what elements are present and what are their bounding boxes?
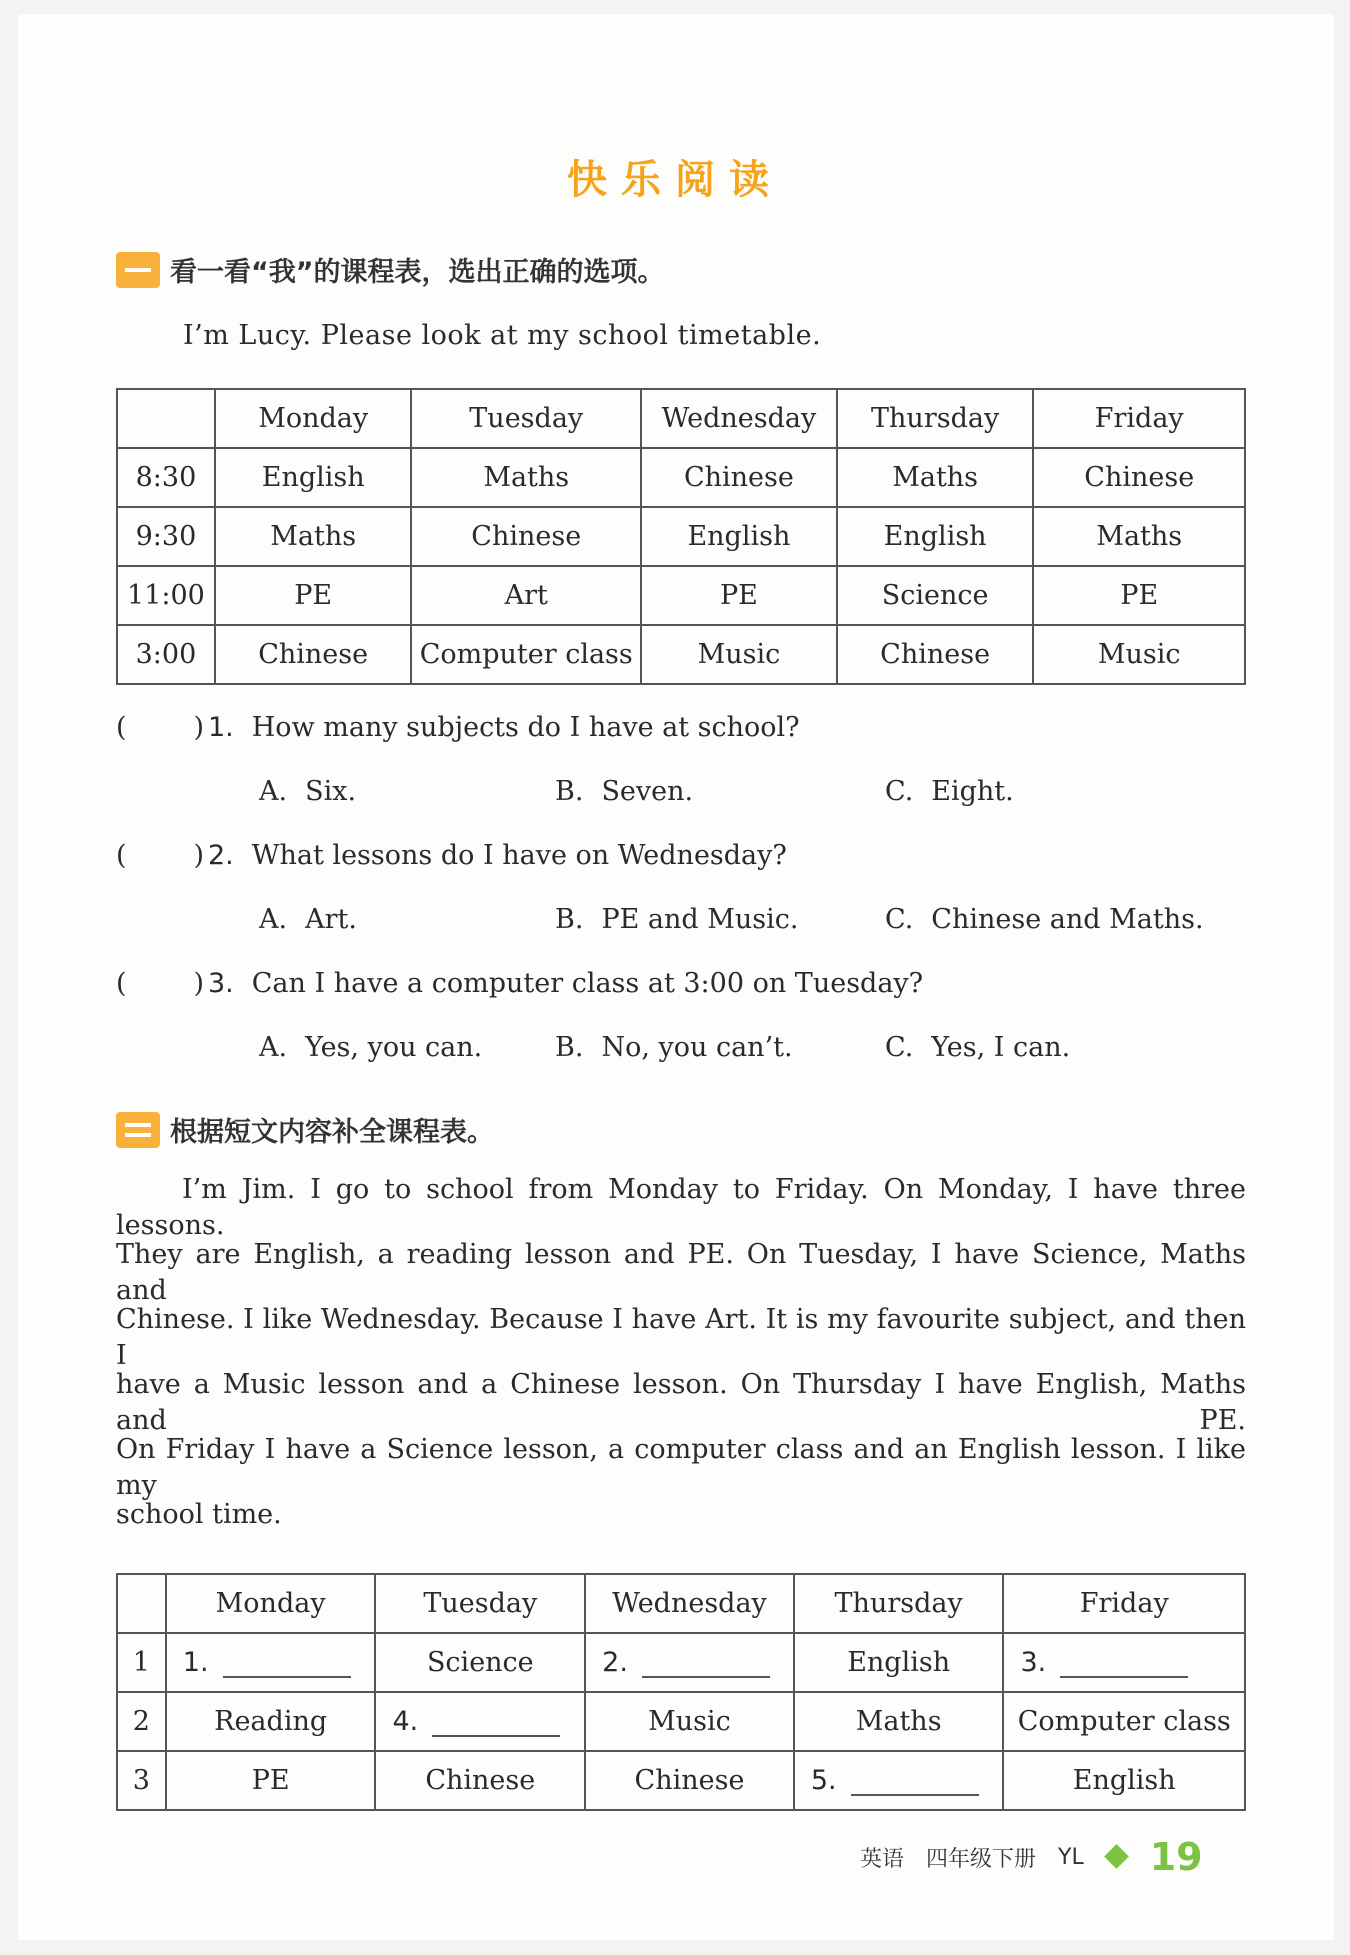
blank-number: 2. <box>602 1647 628 1678</box>
option-letter: A. <box>259 904 288 935</box>
option <box>885 776 1014 807</box>
question-text: What lessons do I have on Wednesday? <box>251 840 787 871</box>
column-header: Tuesday <box>411 389 641 448</box>
time-cell: 3:00 <box>117 625 215 684</box>
period-cell: 1 <box>117 1633 166 1692</box>
subject-cell: Maths <box>411 448 641 507</box>
page-footer <box>860 1832 1225 1882</box>
subject-cell: Science <box>375 1633 585 1692</box>
option-text: Yes, you can. <box>305 1032 483 1063</box>
jim-passage <box>116 1172 1246 1562</box>
answer-blank[interactable] <box>432 1709 560 1737</box>
period-cell: 2 <box>117 1692 166 1751</box>
section-2-badge <box>116 1112 160 1148</box>
table-row <box>117 566 1245 625</box>
blank-number: 4. <box>392 1706 419 1737</box>
question-1 <box>116 712 800 743</box>
blank-number: 1. <box>182 1647 209 1678</box>
blank-number: 5. <box>810 1765 837 1796</box>
passage-line: On Friday I have a Science lesson, a computer class and an English lesson. I like my <box>116 1434 1246 1501</box>
subject-cell: Computer class <box>1003 1692 1245 1751</box>
question-text: How many subjects do I have at school? <box>251 712 800 743</box>
column-header: Wednesday <box>641 389 837 448</box>
column-header: Thursday <box>794 1574 1004 1633</box>
subject-cell: Chinese <box>641 448 837 507</box>
option <box>885 904 1204 935</box>
option-letter: C. <box>885 776 914 807</box>
option-letter: C. <box>885 904 914 935</box>
option-letter: A. <box>259 776 288 807</box>
option-letter: C. <box>885 1032 914 1063</box>
fill-in-cell[interactable] <box>585 1633 794 1692</box>
option-text: Six. <box>305 776 357 807</box>
column-header: Monday <box>215 389 412 448</box>
option <box>555 776 693 807</box>
option-text: PE and Music. <box>601 904 799 935</box>
answer-bracket-close: ) <box>193 840 204 871</box>
subject-cell: PE <box>215 566 412 625</box>
subject-cell: Computer class <box>411 625 641 684</box>
passage-line: They are English, a reading lesson and PE. On Tuesday, I have Science, Maths and <box>116 1239 1246 1306</box>
footer-grade: 四年级下册 <box>926 1846 1037 1872</box>
option <box>555 1032 793 1063</box>
question-1-options <box>259 776 1259 812</box>
time-cell: 11:00 <box>117 566 215 625</box>
table-header-row <box>117 1574 1245 1633</box>
option <box>259 904 357 935</box>
subject-cell: Maths <box>794 1692 1004 1751</box>
subject-cell: PE <box>1033 566 1245 625</box>
subject-cell: English <box>794 1633 1004 1692</box>
section-1-badge <box>116 252 160 288</box>
passage-line: have a Music lesson and a Chinese lesson. On Thursday I have English, Maths and PE. <box>116 1369 1246 1436</box>
lucy-timetable <box>116 388 1246 685</box>
answer-bracket-close: ) <box>193 968 204 999</box>
subject-cell: PE <box>166 1751 376 1810</box>
passage-line: school time. <box>116 1499 282 1530</box>
subject-cell: Chinese <box>375 1751 585 1810</box>
column-header: Wednesday <box>585 1574 794 1633</box>
answer-blank[interactable] <box>223 1650 351 1678</box>
subject-cell: Art <box>411 566 641 625</box>
jim-timetable <box>116 1573 1246 1811</box>
clover-icon <box>1106 1846 1128 1868</box>
subject-cell: Maths <box>837 448 1034 507</box>
subject-cell: English <box>1003 1751 1245 1810</box>
table-row <box>117 625 1245 684</box>
option-text: No, you can’t. <box>601 1032 793 1063</box>
section-1-intro: I’m Lucy. Please look at my school timetable. <box>183 320 822 351</box>
time-cell: 8:30 <box>117 448 215 507</box>
period-cell: 3 <box>117 1751 166 1810</box>
blank-number: 3. <box>1020 1647 1047 1678</box>
page-title: 快乐阅读 <box>567 157 783 203</box>
column-header: Thursday <box>837 389 1034 448</box>
subject-cell: Maths <box>215 507 412 566</box>
answer-blank[interactable] <box>642 1650 770 1678</box>
subject-cell: Reading <box>166 1692 376 1751</box>
option <box>259 1032 482 1063</box>
table-row <box>117 1633 1245 1692</box>
subject-cell: English <box>837 507 1034 566</box>
question-2-options <box>259 904 1259 940</box>
table-row <box>117 1751 1245 1810</box>
subject-cell: Chinese <box>215 625 412 684</box>
footer-subject: 英语 <box>860 1846 905 1872</box>
column-header <box>117 1574 166 1633</box>
table-row <box>117 1692 1245 1751</box>
option <box>259 776 356 807</box>
answer-blank[interactable] <box>851 1768 979 1796</box>
section-1-heading <box>116 250 665 289</box>
option-text: Chinese and Maths. <box>931 904 1204 935</box>
fill-in-cell[interactable] <box>794 1751 1004 1810</box>
subject-cell: English <box>641 507 837 566</box>
section-2-heading <box>116 1110 494 1149</box>
subject-cell: Maths <box>1033 507 1245 566</box>
answer-bracket-open: ( <box>116 712 127 743</box>
subject-cell: Chinese <box>1033 448 1245 507</box>
column-header: Friday <box>1033 389 1245 448</box>
footer-edition: YL <box>1058 1844 1084 1870</box>
page-number: 19 <box>1149 1835 1203 1879</box>
question-number: 3. <box>208 968 234 999</box>
answer-bracket-open: ( <box>116 968 127 999</box>
column-header: Tuesday <box>375 1574 585 1633</box>
column-header: Monday <box>166 1574 376 1633</box>
time-cell: 9:30 <box>117 507 215 566</box>
option-letter: B. <box>555 776 584 807</box>
question-3 <box>116 968 923 999</box>
subject-cell: Chinese <box>411 507 641 566</box>
option-text: Seven. <box>601 776 694 807</box>
table-header-row <box>117 389 1245 448</box>
subject-cell: Music <box>1033 625 1245 684</box>
subject-cell: Chinese <box>837 625 1034 684</box>
fill-in-cell[interactable] <box>166 1633 376 1692</box>
section-2-title: 根据短文内容补全课程表。 <box>170 1117 494 1148</box>
fill-in-cell[interactable] <box>1003 1633 1245 1692</box>
subject-cell: PE <box>641 566 837 625</box>
question-number: 1. <box>208 712 234 743</box>
table-row <box>117 507 1245 566</box>
option-text: Eight. <box>931 776 1014 807</box>
passage-line: I’m Jim. I go to school from Monday to Friday. On Monday, I have three lessons. <box>116 1174 1246 1241</box>
option-letter: B. <box>555 1032 584 1063</box>
option <box>885 1032 1070 1063</box>
option-letter: A. <box>259 1032 288 1063</box>
answer-bracket-close: ) <box>193 712 204 743</box>
column-header <box>117 389 215 448</box>
subject-cell: Music <box>585 1692 794 1751</box>
option-letter: B. <box>555 904 584 935</box>
answer-bracket-open: ( <box>116 840 127 871</box>
question-3-options <box>259 1032 1259 1068</box>
answer-blank[interactable] <box>1060 1650 1188 1678</box>
column-header: Friday <box>1003 1574 1245 1633</box>
subject-cell: Chinese <box>585 1751 794 1810</box>
question-text: Can I have a computer class at 3:00 on Tuesday? <box>251 968 924 999</box>
question-2 <box>116 840 787 871</box>
question-number: 2. <box>208 840 234 871</box>
section-1-title: 看一看“我”的课程表，选出正确的选项。 <box>170 257 665 288</box>
option-text: Yes, I can. <box>931 1032 1071 1063</box>
fill-in-cell[interactable] <box>375 1692 585 1751</box>
passage-line: Chinese. I like Wednesday. Because I have Art. It is my favourite subject, and then I <box>116 1304 1246 1371</box>
subject-cell: Music <box>641 625 837 684</box>
option <box>555 904 798 935</box>
subject-cell: Science <box>837 566 1034 625</box>
table-row <box>117 448 1245 507</box>
option-text: Art. <box>305 904 357 935</box>
subject-cell: English <box>215 448 412 507</box>
